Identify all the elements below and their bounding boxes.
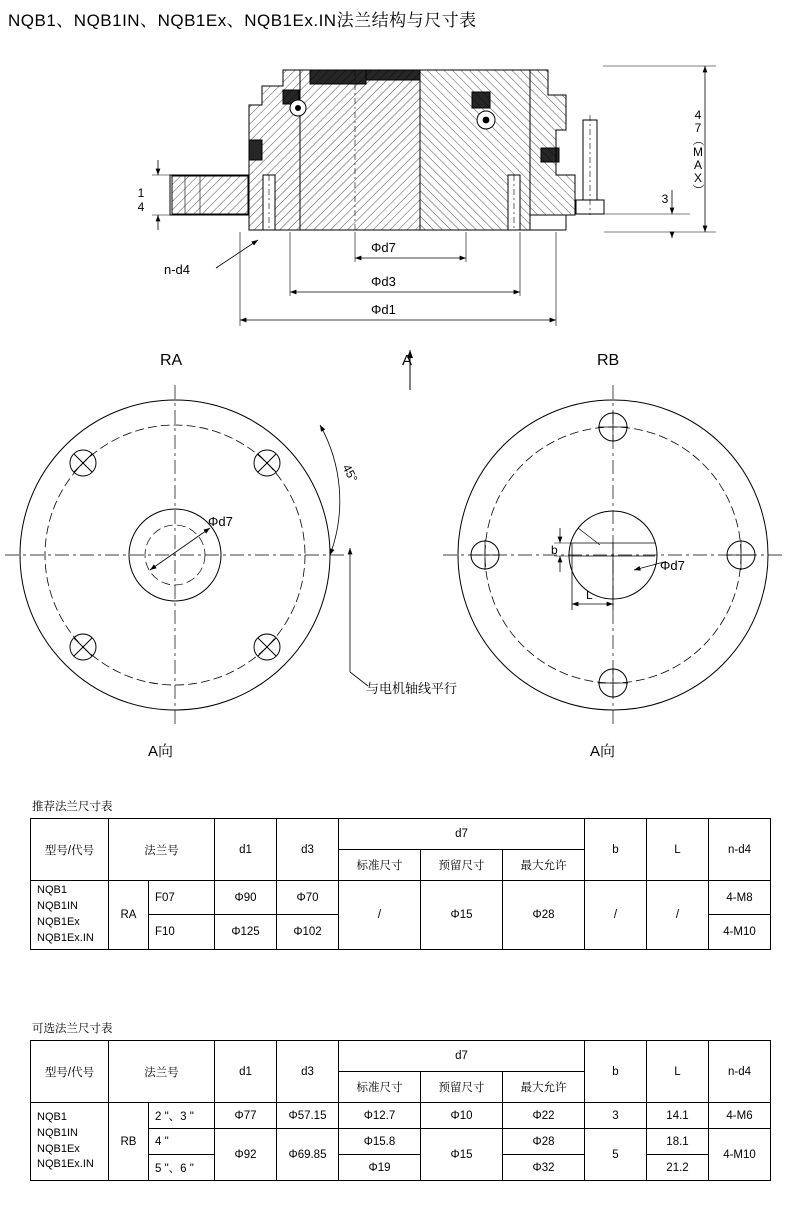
view-title-ra: RA xyxy=(160,352,183,369)
t2-model-list xyxy=(31,1103,109,1181)
dim-label-phi-d1: Φd1 xyxy=(371,302,396,317)
t2-r1-d7-std: Φ12.7 xyxy=(339,1103,421,1129)
view-title-rb: RB xyxy=(597,352,620,369)
t2-header-d7-std: 标准尺寸 xyxy=(339,1072,421,1103)
t2-r2-l: 18.1 xyxy=(647,1129,709,1155)
t1-header-nd4: n-d4 xyxy=(709,819,771,881)
t2-r2-d7-reserved: Φ15 xyxy=(421,1129,503,1181)
t1-r2-d3: Φ102 xyxy=(277,915,339,949)
t1-header-flange-no: 法兰号 xyxy=(109,819,215,881)
recommended-flange-table-wrap xyxy=(30,798,770,950)
t1-header-d1: d1 xyxy=(215,819,277,881)
t1-header-d7-max: 最大允许 xyxy=(503,850,585,881)
t2-group-rb: RB xyxy=(109,1103,149,1181)
t1-r1-d1: Φ90 xyxy=(215,881,277,915)
model-nqb1ex: NQB1Ex xyxy=(37,915,80,928)
model-nqb1ex: NQB1Ex xyxy=(37,1142,80,1155)
t1-l: / xyxy=(647,881,709,950)
t2-header-flange-no: 法兰号 xyxy=(109,1041,215,1103)
t2-r1-b: 3 xyxy=(585,1103,647,1129)
t2-r2-d1: Φ92 xyxy=(215,1129,277,1181)
t2-header-d7-max: 最大允许 xyxy=(503,1072,585,1103)
t1-header-d7: d7 xyxy=(339,819,585,850)
model-nqb1: NQB1 xyxy=(37,884,67,896)
t2-header-b: b xyxy=(585,1041,647,1103)
t2-r1-d7-max: Φ22 xyxy=(503,1103,585,1129)
angle-label-45: 45° xyxy=(339,462,361,485)
rb-l-label: L xyxy=(586,588,593,602)
model-nqb1exin: NQB1Ex.IN xyxy=(37,931,94,944)
table2-caption: 可选法兰尺寸表 xyxy=(32,1023,113,1035)
t2-r1-d3: Φ57.15 xyxy=(277,1103,339,1129)
t1-r2-flange-no: F10 xyxy=(149,915,215,949)
optional-flange-table xyxy=(30,1040,771,1181)
t1-header-d7-reserved: 预留尺寸 xyxy=(421,850,503,881)
t1-model-list xyxy=(31,881,109,950)
t1-r1-flange-no: F07 xyxy=(149,881,215,915)
t1-d7-reserved: Φ15 xyxy=(421,881,503,950)
table-row xyxy=(31,881,771,915)
t2-r2-d3: Φ69.85 xyxy=(277,1129,339,1181)
t1-header-d7-std: 标准尺寸 xyxy=(339,850,421,881)
t1-group-ra: RA xyxy=(109,881,149,950)
t1-r2-nd4: 4-M10 xyxy=(709,915,771,949)
view-arrow-label-a: A xyxy=(402,352,413,369)
t2-r2-d7-std: Φ15.8 xyxy=(339,1129,421,1155)
t1-r2-d1: Φ125 xyxy=(215,915,277,949)
dim-label-n-d4: n-d4 xyxy=(164,262,191,277)
page-title: NQB1、NQB1IN、NQB1Ex、NQB1Ex.IN法兰结构与尺寸表 xyxy=(8,11,477,30)
t1-header-l: L xyxy=(647,819,709,881)
t2-header-model: 型号/代号 xyxy=(31,1041,109,1103)
t2-r2-b: 5 xyxy=(585,1129,647,1181)
t2-r1-nd4: 4-M6 xyxy=(709,1103,771,1129)
t1-header-model: 型号/代号 xyxy=(31,819,109,881)
dim-label-phi-d3: Φd3 xyxy=(371,274,396,289)
rb-phi-d7-label: Φd7 xyxy=(660,558,685,573)
rb-b-label: b xyxy=(551,543,558,557)
t2-r1-l: 14.1 xyxy=(647,1103,709,1129)
t2-header-d7: d7 xyxy=(339,1041,585,1072)
t2-r3-l: 21.2 xyxy=(647,1155,709,1181)
model-nqb1exin: NQB1Ex.IN xyxy=(37,1158,94,1171)
recommended-flange-table xyxy=(30,818,771,950)
dim-label-3: 3 xyxy=(658,192,672,206)
note-parallel-to-motor-axis: 与电机轴线平行 xyxy=(366,681,458,696)
t1-r1-nd4: 4-M8 xyxy=(709,881,771,915)
t2-r2-d7-max: Φ28 xyxy=(503,1129,585,1155)
table-row xyxy=(31,1103,771,1129)
view-caption-ra: A向 xyxy=(148,743,174,760)
model-nqb1in: NQB1IN xyxy=(37,1126,78,1139)
t2-r1-flange-no: 2 "、3 " xyxy=(149,1103,215,1129)
ra-phi-d7-label: Φd7 xyxy=(208,514,233,529)
dim-label-47: 47（MAX） xyxy=(691,108,705,195)
t1-header-d3: d3 xyxy=(277,819,339,881)
view-caption-rb: A向 xyxy=(590,743,616,760)
t1-r1-d3: Φ70 xyxy=(277,881,339,915)
dim-label-14: 14 xyxy=(134,186,148,214)
optional-flange-table-wrap xyxy=(30,1020,770,1181)
t2-header-d1: d1 xyxy=(215,1041,277,1103)
t2-header-d3: d3 xyxy=(277,1041,339,1103)
t2-r1-d7-reserved: Φ10 xyxy=(421,1103,503,1129)
t2-r3-d7-max: Φ32 xyxy=(503,1155,585,1181)
t2-r2-flange-no: 4 " xyxy=(149,1129,215,1155)
t2-r3-d7-std: Φ19 xyxy=(339,1155,421,1181)
model-nqb1: NQB1 xyxy=(37,1110,67,1123)
t2-header-d7-reserved: 预留尺寸 xyxy=(421,1072,503,1103)
t2-r1-d1: Φ77 xyxy=(215,1103,277,1129)
dim-label-phi-d7: Φd7 xyxy=(371,240,396,255)
t2-header-nd4: n-d4 xyxy=(709,1041,771,1103)
table1-caption: 推荐法兰尺寸表 xyxy=(32,801,113,813)
t1-d7-std: / xyxy=(339,881,421,950)
t2-header-l: L xyxy=(647,1041,709,1103)
t1-d7-max: Φ28 xyxy=(503,881,585,950)
t2-r2-nd4: 4-M10 xyxy=(709,1129,771,1181)
t1-b: / xyxy=(585,881,647,950)
t2-r3-flange-no: 5 "、6 " xyxy=(149,1155,215,1181)
t1-header-b: b xyxy=(585,819,647,881)
model-nqb1in: NQB1IN xyxy=(37,899,78,912)
